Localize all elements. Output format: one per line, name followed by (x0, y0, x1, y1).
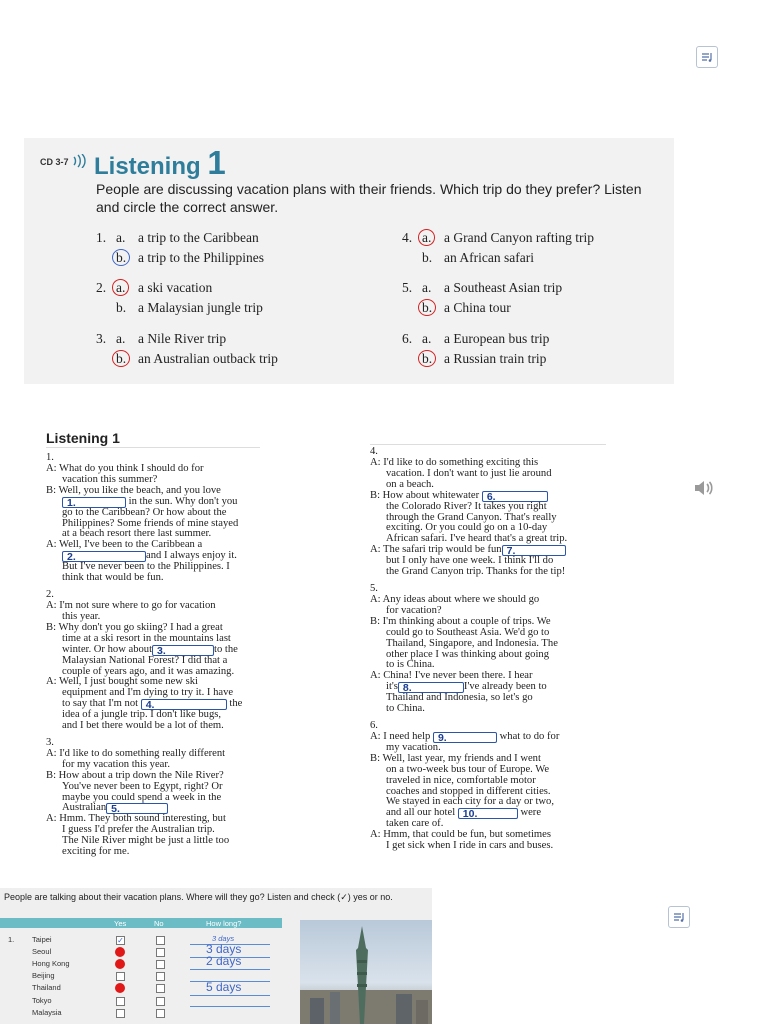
yes-checkbox[interactable] (116, 997, 125, 1006)
question-2: 2. a. a ski vacation b. a Malaysian jungle trip (96, 280, 263, 315)
blank-3[interactable]: 3. (152, 645, 214, 656)
playlist-icon (701, 51, 713, 63)
exercise-instructions: People are discussing vacation plans with their friends. Which trip do they prefer? Listen and circle the correct answer. (96, 181, 642, 215)
blank-2[interactable]: 2. (62, 551, 146, 562)
yes-mark[interactable] (115, 983, 125, 993)
heading-rule (46, 447, 260, 448)
blank-4[interactable]: 4. (141, 699, 227, 710)
no-checkbox[interactable] (156, 1009, 165, 1018)
listening-exercise-panel (24, 138, 674, 384)
table-row: Beijing (0, 970, 282, 982)
no-checkbox[interactable] (156, 936, 165, 945)
heading-rule-right (370, 444, 606, 445)
exercise-title: Listening 1 (94, 144, 226, 181)
table-row: Tokyo (0, 995, 282, 1007)
table-row: 1. Taipei ✓ 3 days (0, 934, 282, 946)
table-row: Seoul 3 days (0, 946, 282, 958)
answer-circle: a. (418, 229, 435, 246)
yes-checkbox[interactable]: ✓ (117, 936, 124, 945)
transcript-heading: Listening 1 (46, 430, 120, 446)
city-photo (300, 920, 432, 1024)
yes-checkbox[interactable] (116, 1009, 125, 1018)
speaker-icon[interactable] (692, 476, 716, 500)
blank-5[interactable]: 5. (106, 803, 168, 814)
table-row: Hong Kong 2 days (0, 958, 282, 970)
yes-checkbox[interactable] (116, 972, 125, 981)
transcript-left-column: 1. A: What do you think I should do for vacation this summer? B: Well, you like the beach, and you love 1. in the sun. Why don't you go to the Caribbean? Or how about the Philippines? Some friends of mine stayed at a beach resort there last summer. A: Well, I've been to the Caribbean a 2. and I always enjoy it. But I've never been to the Philippines. I think that would be fun. 2. A: I'm not sure where to go for vacation this year. B: Why don't you go skiing? I had a great time at a ski resort in the mountains last winter. Or how about 3. to the Malaysian National Forest? I did that a couple of years ago, and it was amazing. A: Well, I just bought some new ski equipment and I'm dying to try it. I have to say that I'm not 4. the idea of a jungle trip. I don't like bugs, and I bet there would be a lot of them. 3. A: I'd like to do something really different for my vacation this year. B: How about a trip down the Nile River? You've never been to Egypt, right? Or maybe you could spend a week in the Australian 5. A: Hmm. They both sound interesting, but I guess I'd prefer the Australian trip. The Nile River might be just a little too exciting for me. (46, 452, 243, 858)
question-1: 1. a. a trip to the Caribbean b. a trip to the Philippines (96, 230, 264, 265)
audio-play-button-bottom[interactable] (668, 906, 690, 928)
blank-1[interactable]: 1. (62, 497, 126, 508)
table-header: Yes No How long? (0, 918, 282, 928)
blank-9[interactable]: 9. (433, 732, 497, 743)
answer-circle: b. (418, 299, 436, 316)
yes-mark[interactable] (115, 947, 125, 957)
blank-7[interactable]: 7. (502, 545, 566, 556)
no-checkbox[interactable] (156, 997, 165, 1006)
answer-circle: a. (112, 279, 129, 296)
cd-track-label: CD 3-7 (40, 154, 87, 168)
blank-6[interactable]: 6. (482, 491, 548, 502)
question-3: 3. a. a Nile River trip b. an Australian outback trip (96, 331, 278, 366)
answer-circle: b. (112, 249, 130, 266)
no-checkbox[interactable] (156, 972, 165, 981)
table-instructions: People are talking about their vacation plans. Where will they go? Listen and check (✓) yes or no. (4, 892, 393, 902)
blank-10[interactable]: 10. (458, 808, 518, 819)
playlist-icon (673, 911, 685, 923)
sound-waves-icon (71, 154, 87, 168)
table-row: Malaysia (0, 1007, 282, 1019)
no-checkbox[interactable] (156, 984, 165, 993)
table-row: Thailand 5 days (0, 982, 282, 994)
answer-circle: b. (112, 350, 130, 367)
no-checkbox[interactable] (156, 960, 165, 969)
yes-mark[interactable] (115, 959, 125, 969)
answer-circle: b. (418, 350, 436, 367)
question-5: 5. a. a Southeast Asian trip b. a China tour (402, 280, 563, 315)
audio-play-button-top[interactable] (696, 46, 718, 68)
transcript-right-column: 4. A: I'd like to do something exciting this vacation. I don't want to just lie around on a beach. B: How about whitewater 6. the Colorado River? It takes you right through the Grand Canyon. That's really exciting. Or you could go on a 10-day African safari. I've heard that's a great trip. A: The safari trip would be fun 7. but I only have one week. I think I'll do the Grand Canyon trip. Thanks for the tip! 5. A: Any ideas about where we should go for vacation? B: I'm thinking about a couple of trips. We could go to Southeast Asia. We'd go to Thailand, Singapore, and Indonesia. The other place I was thinking about going to is China. A: China! I've never been there. I hear it's 8. I've already been to Thailand and Indonesia, so let's go to China. 6. A: I need help 9. what to do for my vacation. B: Well, last year, my friends and I went on a two-week bus tour of Europe. We traveled in nice, comfortable motor coaches and stopped in different cities. We stayed in each city for a day or two, and all our hotel 10. were taken care of. A: Hmm, that could be fun, but sometimes I get sick when I ride in cars and buses. (370, 446, 568, 852)
no-checkbox[interactable] (156, 948, 165, 957)
question-6: 6. a. a European bus trip b. a Russian train trip (402, 331, 550, 366)
blank-8[interactable]: 8. (398, 682, 464, 693)
question-4: 4. a. a Grand Canyon rafting trip b. an African safari (402, 230, 594, 265)
